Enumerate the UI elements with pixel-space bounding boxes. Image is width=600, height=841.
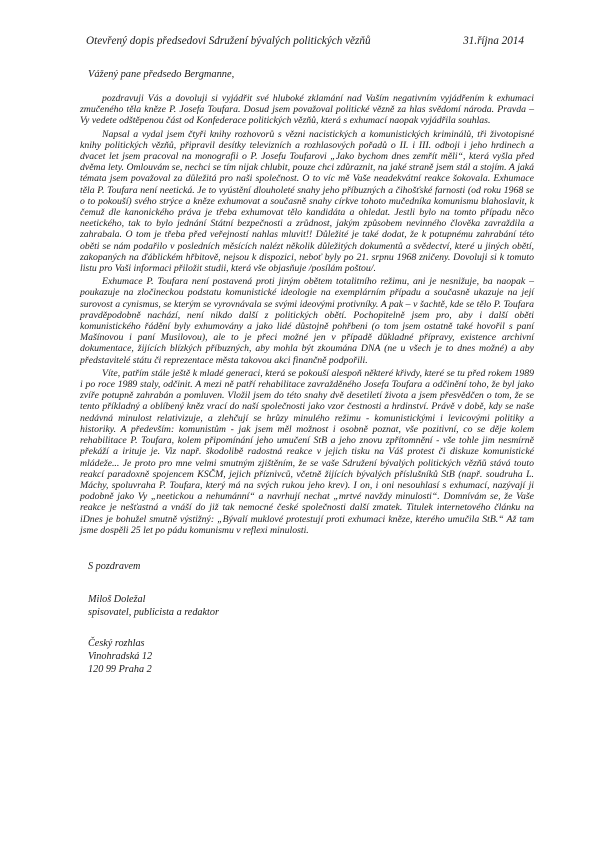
signature-role: spisovatel, publicista a redaktor bbox=[88, 606, 219, 618]
letter-date: 31.října 2014 bbox=[463, 35, 524, 47]
letter-body bbox=[80, 93, 534, 536]
address-street: Vinohradská 12 bbox=[88, 650, 153, 662]
letter-subject: Otevřený dopis předsedovi Sdružení bývalých politických vězňů bbox=[86, 35, 371, 47]
signature-name: Miloš Doležal bbox=[88, 593, 146, 605]
letter-header bbox=[86, 34, 524, 48]
closing: S pozdravem bbox=[88, 560, 141, 572]
paragraph-1: pozdravuji Vás a dovoluji si vyjádřit své hluboké zklamání nad Vaším negativním vyjádřením k exhumaci zmučeného těla kněze P. Josefa Toufara. Dosud jsem považoval politické vězně za hlas svědomí národa. Pravda – Vy vedete odštěpenou část od Konfederace politických vězňů, která s exhumací naopak vyjádřila souhlas. bbox=[80, 93, 534, 127]
address-city: 120 99 Praha 2 bbox=[88, 663, 152, 675]
paragraph-4: Víte, patřím stále ještě k mladé generaci, která se pokouší alespoň některé křivdy, které se tu před rokem 1989 i po roce 1989 staly, odčinit. A mezi ně patří rehabilitace zavražděného Josefa Toufara a odčinění toho, že byl jako zvíře potupně zahrabán a pomluven. Vložil jsem do této snahy dvě desetiletí života a jsem přesvědčen o tom, že se tento příkladný a oblíbený kněz vrací do naší společnosti jako vzor čestnosti a hrdinství. Právě v době, kdy se naše nedávná minulost relativizuje, a zlehčují se hrůzy minulého režimu - komunistickými i levicovými politiky a historiky. A především: komunistům - jak jsem měl možnost i osobně poznat, vše pozitivní, co se děje kolem rehabilitace P. Toufara, kolem připomínání jeho umučení StB a jeho znovu zpřítomnění - vše tohle jim nesmírně překáží a irituje je. Viz např. škodolibě radostná reakce v jejich tisku na Váš protest či diskuze komunistické mládeže... Je proto pro mne velmi smutným zjištěním, že se vaše Sdružení bývalých politických vězňů stává touto reakcí paradoxně spojencem KSČM, jejich příznivců, včetně žijících bývalých příslušníků StB (např. soudruha L. Máchy, spoluvraha P. Toufara, který má na svých rukou jeho krev). I on, i oni nesouhlasí s exhumací, nazývají ji podobně jako Vy „neetickou a nehumánní“ a navrhují nechat „mrtvé navždy minulosti“. Domnívám se, že Vaše reakce je nešťastná a vnáší do již tak nemocné české společnosti další zmatek. Titulek internetového článku na iDnes je bohužel smutně výstižný: „Bývalí muklové protestují proti exhumaci kněze, kterého umučila StB.“ Až tam jsme dospěli 25 let po pádu komunismu v reflexi minulosti. bbox=[80, 367, 534, 536]
address-org: Český rozhlas bbox=[88, 637, 145, 649]
salutation: Vážený pane předsedo Bergmanne, bbox=[88, 69, 235, 80]
signature-block bbox=[88, 593, 534, 619]
paragraph-3: Exhumace P. Toufara není postavená proti jiným obětem totalitního režimu, ani je nesnižuje, ba naopak – poukazuje na zločineckou podstatu komunistické ideologie na exemplárním případu a současně ukazuje na její surovost a cynismus, se kterým se vyrovnávala se svými ideovými protivníky. A pak – v šachtě, kde se tělo P. Toufara pravděpodobně nachází, není nikdo další z politických obětí. Pochopitelně jsem pro, aby i další oběti komunistického řádění byly exhumovány a jako lidé důstojně pohřbeni (o tom jsem ostatně také hovořil s paní Mašínovou i paní Musilovou), ale to je přeci možné jen v případě důkladné přípravy, existence archivní dokumentace, žijících blízkých příbuzných, aby mohla být zkoumána DNA (ne u všech je to dnes možné) a aby představitelé státu či reprezentace města takovou akci finančně podpořili. bbox=[80, 276, 534, 366]
paragraph-2: Napsal a vydal jsem čtyři knihy rozhovorů s vězni nacistických a komunistických kriminálů, tři životopisné knihy politických vězňů, připravil desítky televizních a rozhlasových pořadů o II. i III. odboji i jeho hrdinech a dvacet let jsem pracoval na monografii o P. Josefu Toufarovi „Jako bychom dnes zemřít měli“, která vyšla před dvěma lety. Omlouvám se, nechci se tím nijak chlubit, pouze chci zdůraznit, na jaké straně jsem stál a stojím. A jaká témata jsem považoval za důležitá pro naši společnost. O to víc mě Vaše neadekvátní reakce šokovala. Exhumace těla P. Toufara není neetická. Je to vyústění dlouholeté snahy jeho příbuzných a čihošťské farnosti (od roku 1968 se o to pokouší) svého strýce a kněze exhumovat a současně snahy církve tohoto mučedníka komunismu blahoslavit, k čemuž dle kanonického práva je třeba exhumovat tělo kandidáta a ohledat. Jestli bylo na tomto případu něco neetického, tak to bylo jednání Státní bezpečnosti a zrůdnost, jakým způsobem nevinného člověka zavraždila a zahrabala. O tom je třeba před veřejností nahlas mluvit!! Důležité je také dodat, že k potupnému zahrabání této oběti se nám podařilo v posledních měsících nalézt několik důležitých dokumentů a svědectví, které u jiných obětí, zakopaných na ďáblickém hřbitově, nejsou k dispozici, neboť byly po 21. srpnu 1968 zničeny. Dovoluji si k tomuto listu pro Vaši informaci přiložit studii, která vše objasňuje /posílám poštou/. bbox=[80, 128, 534, 275]
address-block bbox=[88, 637, 534, 676]
